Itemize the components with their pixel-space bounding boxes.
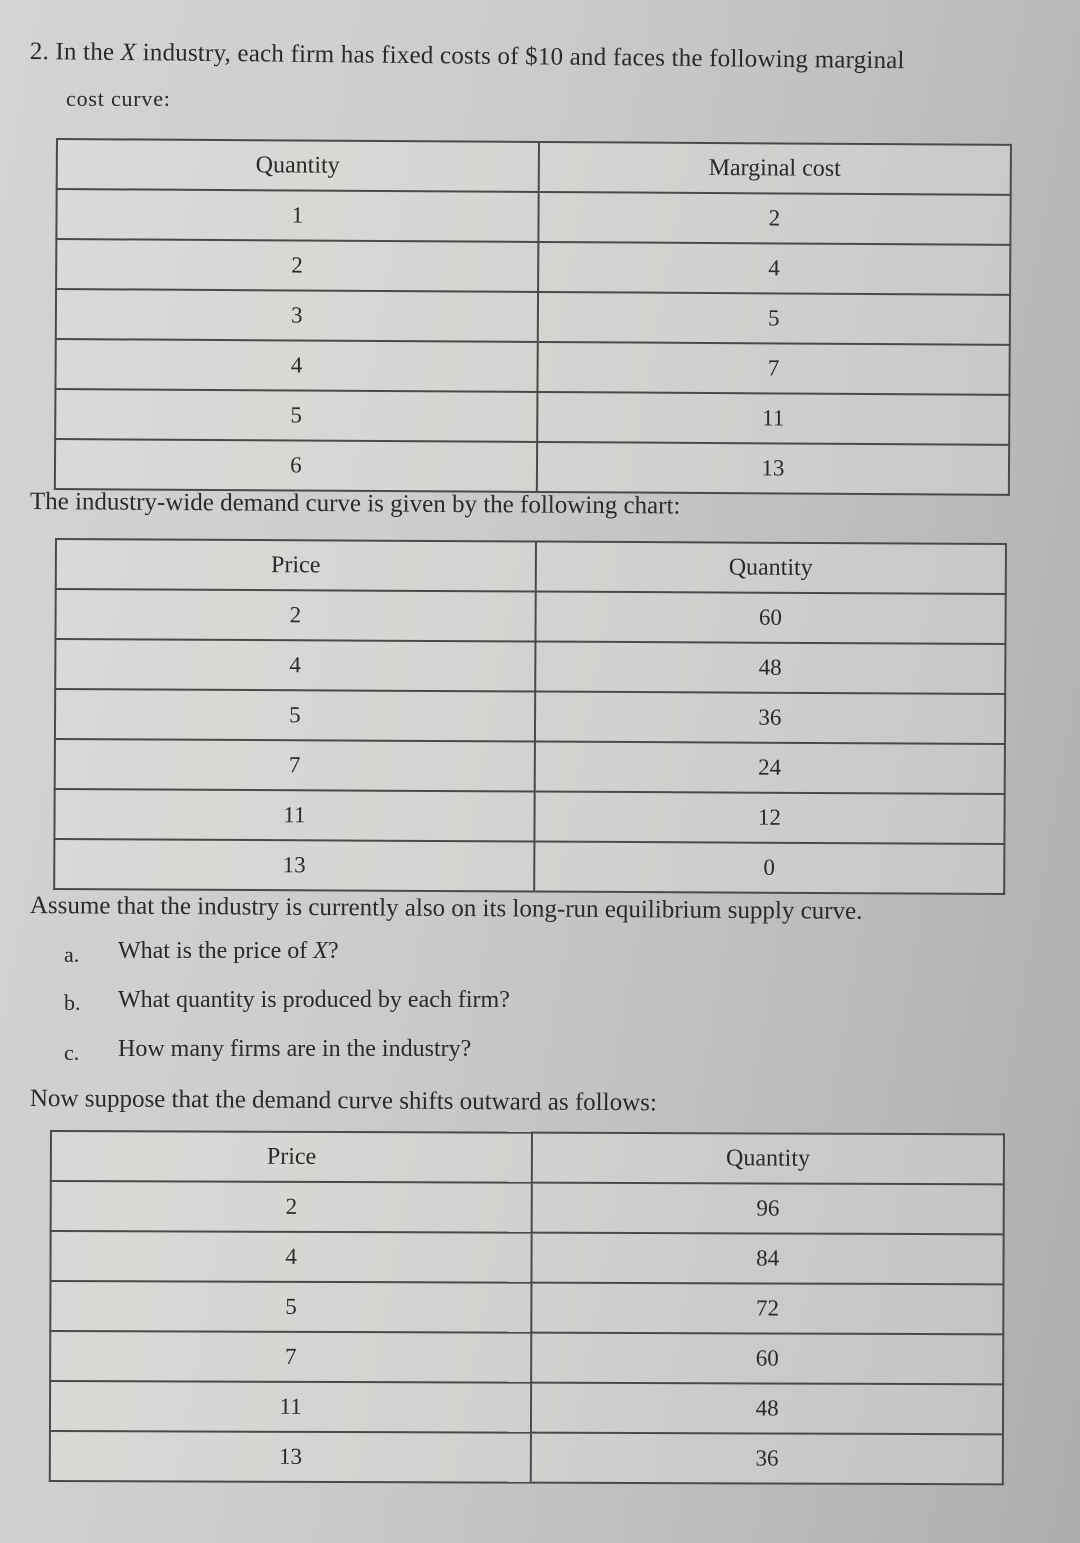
- cell: 12: [534, 792, 1005, 844]
- question-line-2: cost curve:: [66, 86, 171, 111]
- cell: 5: [55, 389, 537, 442]
- cell: 1: [56, 189, 538, 242]
- cell: 7: [50, 1331, 531, 1383]
- cell: 7: [55, 739, 535, 792]
- question-text-a: In the: [55, 38, 121, 66]
- cell: 11: [50, 1381, 531, 1433]
- cell: 48: [531, 1383, 1003, 1435]
- cell: 3: [56, 289, 538, 342]
- new-demand-table: [49, 1130, 1005, 1485]
- cell: 13: [54, 839, 534, 892]
- cell: 0: [534, 842, 1005, 894]
- sub-question-letter-c: c.: [64, 1040, 80, 1065]
- shift-intro: Now suppose that the demand curve shifts outward as follows:: [29, 1085, 657, 1117]
- table-row: [50, 1381, 1003, 1434]
- table-row: [56, 289, 1010, 345]
- cell: 11: [54, 789, 534, 842]
- cell: 2: [56, 239, 538, 292]
- sub-question-variable-x: X: [313, 938, 328, 964]
- table-row: [55, 339, 1009, 395]
- table-row: [55, 439, 1009, 495]
- cell: 13: [50, 1431, 531, 1483]
- table-row: [54, 789, 1004, 844]
- cell: 13: [537, 442, 1010, 495]
- cell: 11: [537, 392, 1010, 445]
- demand-intro: The industry-wide demand curve is given by the following chart:: [29, 488, 681, 520]
- table-row: [56, 189, 1010, 245]
- table-row: [55, 589, 1005, 644]
- cell: 24: [534, 742, 1005, 794]
- cell: 2: [51, 1181, 532, 1233]
- cell: 60: [535, 592, 1006, 644]
- cell: 2: [538, 192, 1011, 245]
- assume-text: Assume that the industry is currently also on its long-run equilibrium supply curve.: [29, 892, 863, 925]
- question-number: 2.: [29, 38, 50, 66]
- sub-question-text: What is the price of: [118, 938, 314, 964]
- header-quantity: Quantity: [535, 542, 1006, 594]
- cell: 48: [535, 642, 1006, 694]
- cell: 4: [538, 242, 1011, 295]
- header-marginal-cost: Marginal cost: [538, 142, 1011, 195]
- table-header-row: [51, 1131, 1004, 1184]
- header-price: Price: [51, 1131, 532, 1183]
- cell: 72: [532, 1283, 1004, 1335]
- table-header-row: [57, 139, 1011, 195]
- sub-question-c: How many firms are in the industry?: [118, 1036, 472, 1062]
- table-row: [54, 839, 1004, 894]
- cell: 7: [537, 342, 1010, 395]
- table-row: [55, 739, 1005, 794]
- cell: 36: [535, 692, 1006, 744]
- table-row: [55, 689, 1005, 744]
- table-row: [50, 1331, 1003, 1384]
- demand-table: [53, 538, 1007, 895]
- sub-question-a: [118, 938, 339, 965]
- question-line-1: [30, 38, 905, 75]
- cell: 36: [531, 1433, 1003, 1485]
- question-text-b: industry, each firm has fixed costs of $10 and faces the following marginal: [136, 39, 905, 75]
- cell: 60: [531, 1333, 1003, 1385]
- table-row: [50, 1281, 1003, 1334]
- table-row: [50, 1231, 1003, 1284]
- header-price: Price: [56, 539, 536, 592]
- marginal-cost-table: [54, 138, 1012, 496]
- table-row: [56, 239, 1010, 295]
- cell: 84: [532, 1233, 1004, 1285]
- table-header-row: [56, 539, 1006, 594]
- sub-question-text-end: ?: [327, 938, 339, 964]
- cell: 5: [55, 689, 535, 742]
- cell: 2: [55, 589, 535, 642]
- cell: 96: [532, 1183, 1004, 1235]
- table-row: [55, 639, 1005, 694]
- sub-question-letter-b: b.: [64, 990, 81, 1015]
- cell: 4: [50, 1231, 531, 1283]
- sub-question-letter-a: a.: [64, 942, 80, 967]
- cell: 5: [538, 292, 1011, 345]
- cell: 4: [55, 339, 537, 392]
- table-row: [50, 1431, 1003, 1484]
- cell: 6: [55, 439, 537, 492]
- table-row: [55, 389, 1009, 445]
- question-variable-x: X: [120, 38, 137, 67]
- header-quantity: Quantity: [532, 1133, 1004, 1185]
- sub-question-b: What quantity is produced by each firm?: [118, 987, 510, 1013]
- table-row: [51, 1181, 1004, 1234]
- cell: 5: [50, 1281, 531, 1333]
- cell: 4: [55, 639, 535, 692]
- header-quantity: Quantity: [57, 139, 539, 192]
